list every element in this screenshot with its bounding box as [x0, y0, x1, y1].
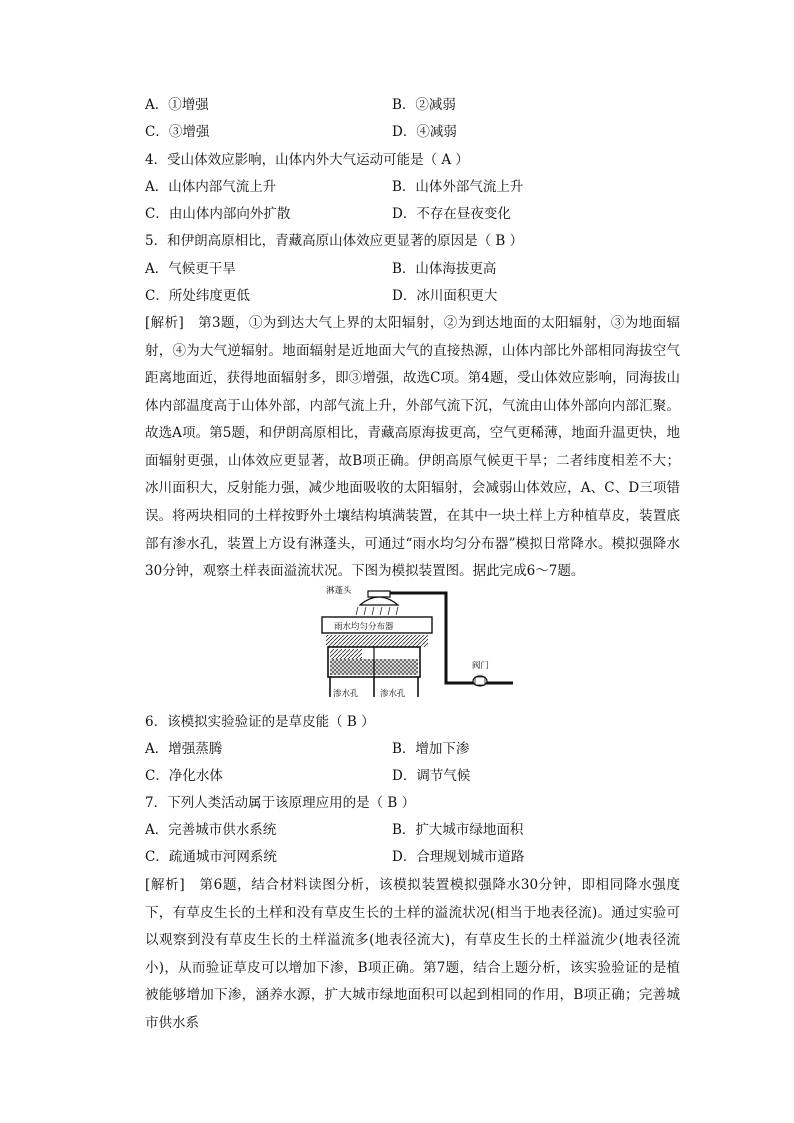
- q5-stem: 5．和伊朗高原相比，青藏高原山体效应更显著的原因是（ B ）: [145, 233, 524, 249]
- valve-icon: [473, 676, 487, 686]
- rain-streaks: [356, 607, 398, 615]
- valve-label: 阀门: [472, 661, 490, 671]
- q5-option-d: D．冰川面积更大: [392, 288, 498, 304]
- q4-option-b: B．山体外部气流上升: [392, 179, 524, 195]
- q6-option-c: C．净化水体: [145, 768, 223, 784]
- sprinkler-head-icon: [368, 591, 390, 597]
- seepage-hole-label-left: 渗水孔: [333, 689, 359, 699]
- seepage-hole-label-right: 渗水孔: [380, 689, 406, 699]
- q3-option-c: C．③增强: [145, 124, 210, 140]
- q5-option-a: A．气候更干旱: [145, 261, 236, 277]
- q5-option-b: B．山体海拔更高: [392, 261, 497, 277]
- distributor-label: 雨水均匀分布器: [334, 622, 394, 632]
- q4-option-a: A．山体内部气流上升: [145, 179, 277, 195]
- experiment-apparatus-diagram: [318, 585, 518, 703]
- q4-option-c: C．由山体内部向外扩散: [145, 206, 291, 222]
- q7-option-b: B．扩大城市绿地面积: [392, 822, 524, 838]
- q4-option-d: D．不存在昼夜变化: [392, 206, 511, 222]
- q3-option-a: A．①增强: [145, 97, 209, 113]
- q6-option-a: A．增强蒸腾: [145, 741, 223, 757]
- q7-option-c: C．疏通城市河网系统: [145, 849, 277, 865]
- q6-stem: 6．该模拟实验验证的是草皮能（ B ）: [145, 714, 375, 730]
- q7-stem: 7．下列人类活动属于该原理应用的是（ B ）: [145, 795, 416, 811]
- material-6-7: 将两块相同的土样按野外土壤结构填满装置，在其中一块土样上方种植草皮，装置底部有渗水孔，装置上方设有淋蓬头，可通过“雨水均匀分布器”模拟日常降水。模拟强降水30分钟，观察土样表面溢流状况。下图为模拟装置图。据此完成6～7题。: [145, 508, 680, 579]
- simulated-rain: [326, 635, 428, 647]
- q5-option-c: C．所处纬度更低: [145, 288, 250, 304]
- analysis-3-5: [解析] 第3题，①为到达大气上界的太阳辐射，②为到达地面的太阳辐射，③为地面辐射，④为大气逆辐射。地面辐射是近地面大气的直接热源，山体内部比外部相同海拔空气距离地面近，获得地面辐射多，即③增强，故选C项。第4题，受山体效应影响，同海拔山体内部温度高于山体外部，内部气流上升，外部气流下沉，气流由山体外部向内部汇聚。故选A项。第5题，和伊朗高原相比，青藏高原海拔更高，空气更稀薄，地面升温更快，地面辐射更强，山体效应更显著，故B项正确。伊朗高原气候更干旱；二者纬度相差不大；冰川面积大，反射能力强，减少地面吸收的太阳辐射，会减弱山体效应，A、C、D三项错误。: [145, 315, 680, 524]
- q7-option-d: D．合理规划城市道路: [392, 849, 525, 865]
- q6-option-b: B．增加下渗: [392, 741, 470, 757]
- grass-turf: [330, 649, 362, 659]
- q4-stem: 4．受山体效应影响，山体内外大气运动可能是（ A ）: [145, 152, 469, 168]
- q7-option-a: A．完善城市供水系统: [145, 822, 277, 838]
- q6-option-d: D．调节气候: [392, 768, 471, 784]
- q3-option-b: B．②减弱: [392, 97, 456, 113]
- analysis-6-7: [解析] 第6题，结合材料读图分析，该模拟装置模拟强降水30分钟，即相同降水强度下，有草皮生长的土样和没有草皮生长的土样的溢流状况(相当于地表径流)。通过实验可以观察到没有草皮生长的土样溢流多(地表径流大)，有草皮生长的土样溢流少(地表径流小)，从而验证草皮可以增加下渗，B项正确。第7题，结合上题分析，该实验验证的是植被能够增加下渗，涵养水源，扩大城市绿地面积可以起到相同的作用，B项正确；完善城市供水系: [145, 877, 680, 1031]
- sprinkler-label: 淋蓬头: [326, 586, 352, 596]
- q3-option-d: D．④减弱: [392, 124, 457, 140]
